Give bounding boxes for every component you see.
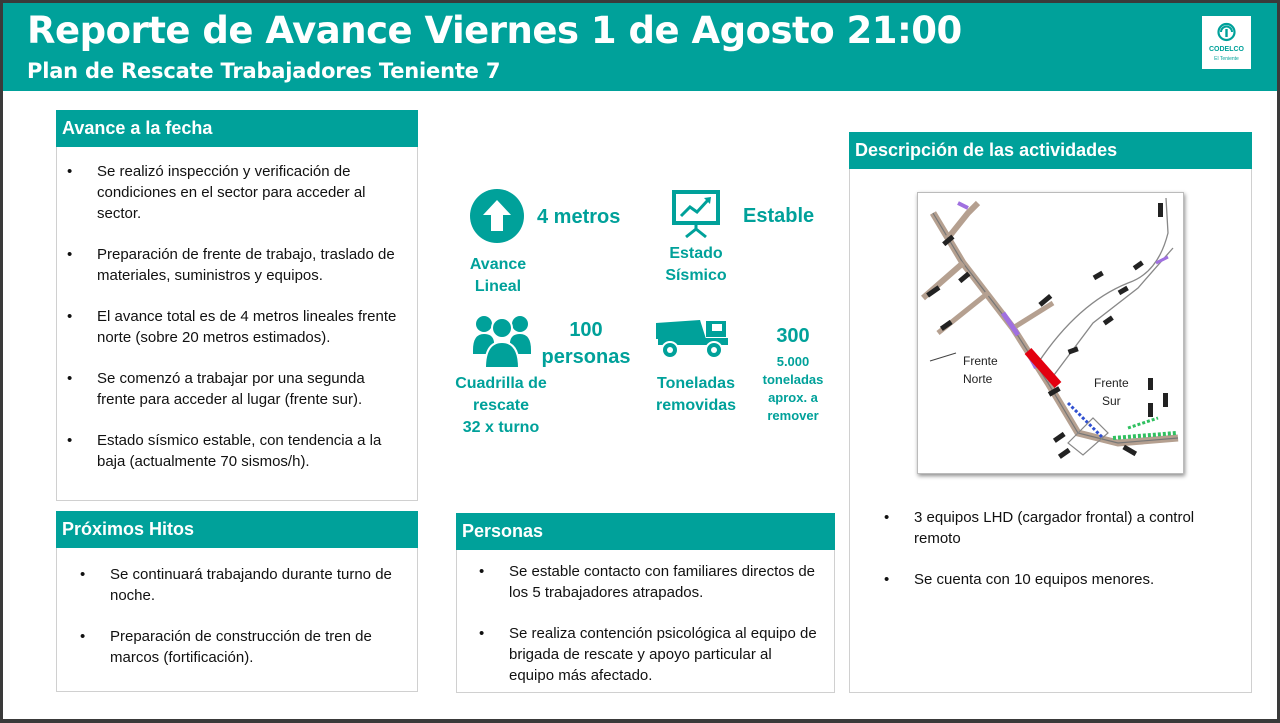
list-item: • Se continuará trabajando durante turno de noche. bbox=[110, 564, 410, 606]
codelco-logo bbox=[1202, 16, 1251, 69]
list-item: • Se cuenta con 10 equipos menores. bbox=[914, 569, 1234, 590]
avance-label-line2: Lineal bbox=[474, 278, 522, 295]
toneladas-label-line1: Toneladas bbox=[657, 375, 735, 392]
sismico-label bbox=[653, 243, 739, 287]
actividades-heading: Descripción de las actividades bbox=[849, 132, 1252, 169]
list-item: • Estado sísmico estable, con tendencia a la baja (actualmente 70 sismos/h). bbox=[97, 430, 407, 472]
toneladas-note bbox=[755, 353, 831, 425]
slide bbox=[3, 3, 1277, 719]
toneladas-note-line3: aprox. a bbox=[768, 390, 818, 405]
map-label-sur-1: Frente bbox=[1094, 376, 1129, 390]
personas-list bbox=[509, 561, 819, 706]
hitos-panel bbox=[56, 511, 418, 692]
actividades-list bbox=[914, 507, 1234, 610]
list-item: • 3 equipos LHD (cargador frontal) a control remoto bbox=[914, 507, 1234, 549]
sismico-label-line2: Sísmico bbox=[665, 267, 727, 284]
cuadrilla-value bbox=[541, 317, 631, 371]
page-subtitle: Plan de Rescate Trabajadores Teniente 7 bbox=[27, 59, 501, 83]
cuadrilla-label bbox=[450, 373, 552, 439]
avance-panel bbox=[56, 110, 418, 501]
dump-truck-icon bbox=[654, 317, 732, 359]
mine-map bbox=[917, 192, 1184, 474]
avance-list bbox=[97, 161, 407, 492]
header-bar bbox=[3, 3, 1277, 91]
cuadrilla-label-line2: rescate bbox=[472, 397, 530, 414]
toneladas-label-line2: removidas bbox=[655, 397, 737, 414]
cuadrilla-value-line2: personas bbox=[541, 346, 631, 368]
sismico-value: Estable bbox=[743, 205, 815, 227]
personas-heading: Personas bbox=[456, 513, 835, 550]
cuadrilla-label-line3: 32 x turno bbox=[462, 419, 540, 436]
people-group-icon bbox=[473, 314, 531, 368]
list-item: • Preparación de frente de trabajo, traslado de materiales, suministros y equipos. bbox=[97, 244, 407, 286]
codelco-emblem-icon bbox=[1202, 16, 1251, 46]
list-item: • Se comenzó a trabajar por una segunda frente para acceder al lugar (frente sur). bbox=[97, 368, 407, 410]
avance-heading: Avance a la fecha bbox=[56, 110, 418, 147]
list-item: • Se estable contacto con familiares directos de los 5 trabajadores atrapados. bbox=[509, 561, 819, 603]
cuadrilla-value-line1: 100 bbox=[569, 319, 603, 341]
arrow-up-icon bbox=[470, 189, 524, 243]
avance-label-line1: Avance bbox=[469, 256, 527, 273]
list-item: • Se realizó inspección y verificación de condiciones en el sector para acceder al sector. bbox=[97, 161, 407, 224]
list-item: • El avance total es de 4 metros lineales frente norte (sobre 20 metros estimados). bbox=[97, 306, 407, 348]
toneladas-value: 300 bbox=[776, 325, 810, 347]
avance-value: 4 metros bbox=[537, 206, 621, 228]
list-item: • Se realiza contención psicológica al equipo de brigada de rescate y apoyo particular al equipo más afectado. bbox=[509, 623, 819, 686]
logo-text: CODELCO bbox=[1209, 46, 1244, 53]
toneladas-label bbox=[651, 373, 741, 417]
mine-map-drawing bbox=[918, 193, 1183, 473]
avance-label bbox=[458, 254, 538, 298]
page-title: Reporte de Avance Viernes 1 de Agosto 21:00 bbox=[27, 9, 962, 52]
map-label-norte-2: Norte bbox=[963, 372, 993, 386]
personas-panel bbox=[456, 513, 835, 693]
map-label-norte-1: Frente bbox=[963, 354, 998, 368]
hitos-list bbox=[110, 564, 410, 688]
map-label-sur-2: Sur bbox=[1102, 394, 1121, 408]
toneladas-note-line1: 5.000 bbox=[776, 354, 810, 369]
presentation-chart-icon bbox=[671, 189, 721, 239]
hitos-heading: Próximos Hitos bbox=[56, 511, 418, 548]
sismico-label-line1: Estado bbox=[669, 245, 723, 262]
logo-subtext: El Teniente bbox=[1214, 56, 1239, 62]
cuadrilla-label-line1: Cuadrilla de bbox=[455, 375, 547, 392]
toneladas-note-line4: remover bbox=[767, 408, 819, 423]
list-item: • Preparación de construcción de tren de marcos (fortificación). bbox=[110, 626, 410, 668]
toneladas-note-line2: toneladas bbox=[762, 372, 824, 387]
